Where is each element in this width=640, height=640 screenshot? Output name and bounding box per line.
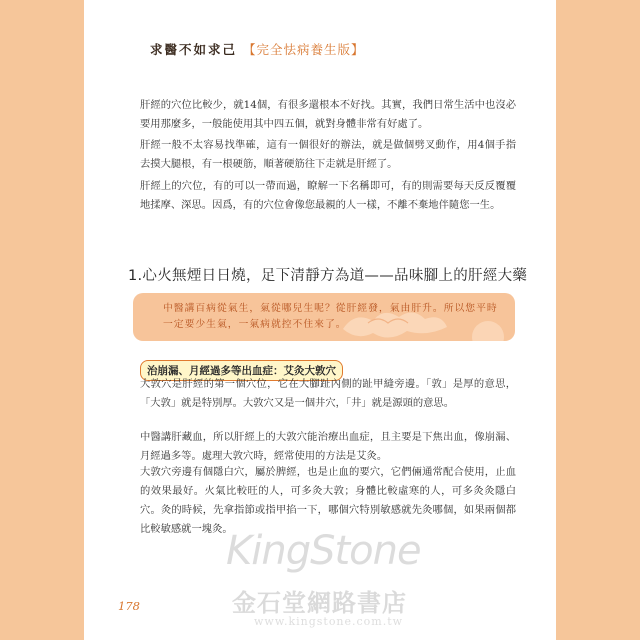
page-number: 178 [118, 599, 140, 613]
quote-text: 中醫講百病從氣生，氣從哪兒生呢？從肝經發，氣由肝升。所以您平時一定要少生氣，一氣病就控不住來了。 [163, 303, 498, 330]
body-paragraph: 中醫講肝藏血，所以肝經上的大敦穴能治療出血症，且主要是下焦出血，像崩漏、月經過多等。處理大敦穴時，經常使用的方法是艾灸。 [140, 431, 516, 462]
edition-label: 【完全怯病養生版】 [243, 42, 365, 57]
book-title: 求醫不如求己 [150, 42, 238, 57]
watermark-brand: KingStone [226, 528, 421, 574]
body-paragraph: 大敦穴旁邊有個隱白穴，屬於脾經，也是止血的要穴，它們倆通常配合使用，止血的效果最好。火氣比較旺的人，可多灸大敦；身體比較虛寒的人，可多灸灸隱白穴。灸的時候，先拿指節或指甲掐一下，哪個穴特別敏感就先灸哪個，如果兩個都比較敏感就一塊灸。 [140, 466, 516, 535]
sub-heading: 治崩漏、月經過多等出血症：艾灸大敦穴 [140, 360, 343, 381]
body-paragraph: 大敦穴是肝經的第一個穴位，它在大腳趾內側的趾甲縫旁邊。「敦」是厚的意思，「大敦」就是特別厚。大敦穴又是一個井穴，「井」就是源頭的意思。 [140, 378, 516, 409]
watermark-url: www.kingstone.com.tw [254, 615, 404, 628]
section-heading: 1.心火無煙日日燒，足下清靜方為道——品味腳上的肝經大藥 [128, 268, 528, 284]
watermark-chinese: 金石堂網路書店 [232, 588, 407, 617]
quote-box [133, 293, 515, 341]
intro-paragraph: 肝經的穴位比較少，就14個，有很多還根本不好找。其實，我們日常生活中也沒必要用那麼多，一般能使用其中四五個，就對身體非常有好處了。 [140, 99, 516, 130]
kingstone-watermark [226, 528, 421, 628]
intro-paragraph: 肝經一般不太容易找準確，這有一個很好的辦法，就是做個劈叉動作，用4個手指去摸大腿根，有一根硬筋，順著硬筋往下走就是肝經了。 [140, 139, 516, 170]
intro-paragraph: 肝經上的穴位，有的可以一帶而過，瞭解一下名稱即可，有的則需要每天反反覆覆地揉摩、深思。因爲，有的穴位會像您最親的人一樣，不離不棄地伴隨您一生。 [140, 180, 516, 211]
page-header [150, 40, 365, 58]
